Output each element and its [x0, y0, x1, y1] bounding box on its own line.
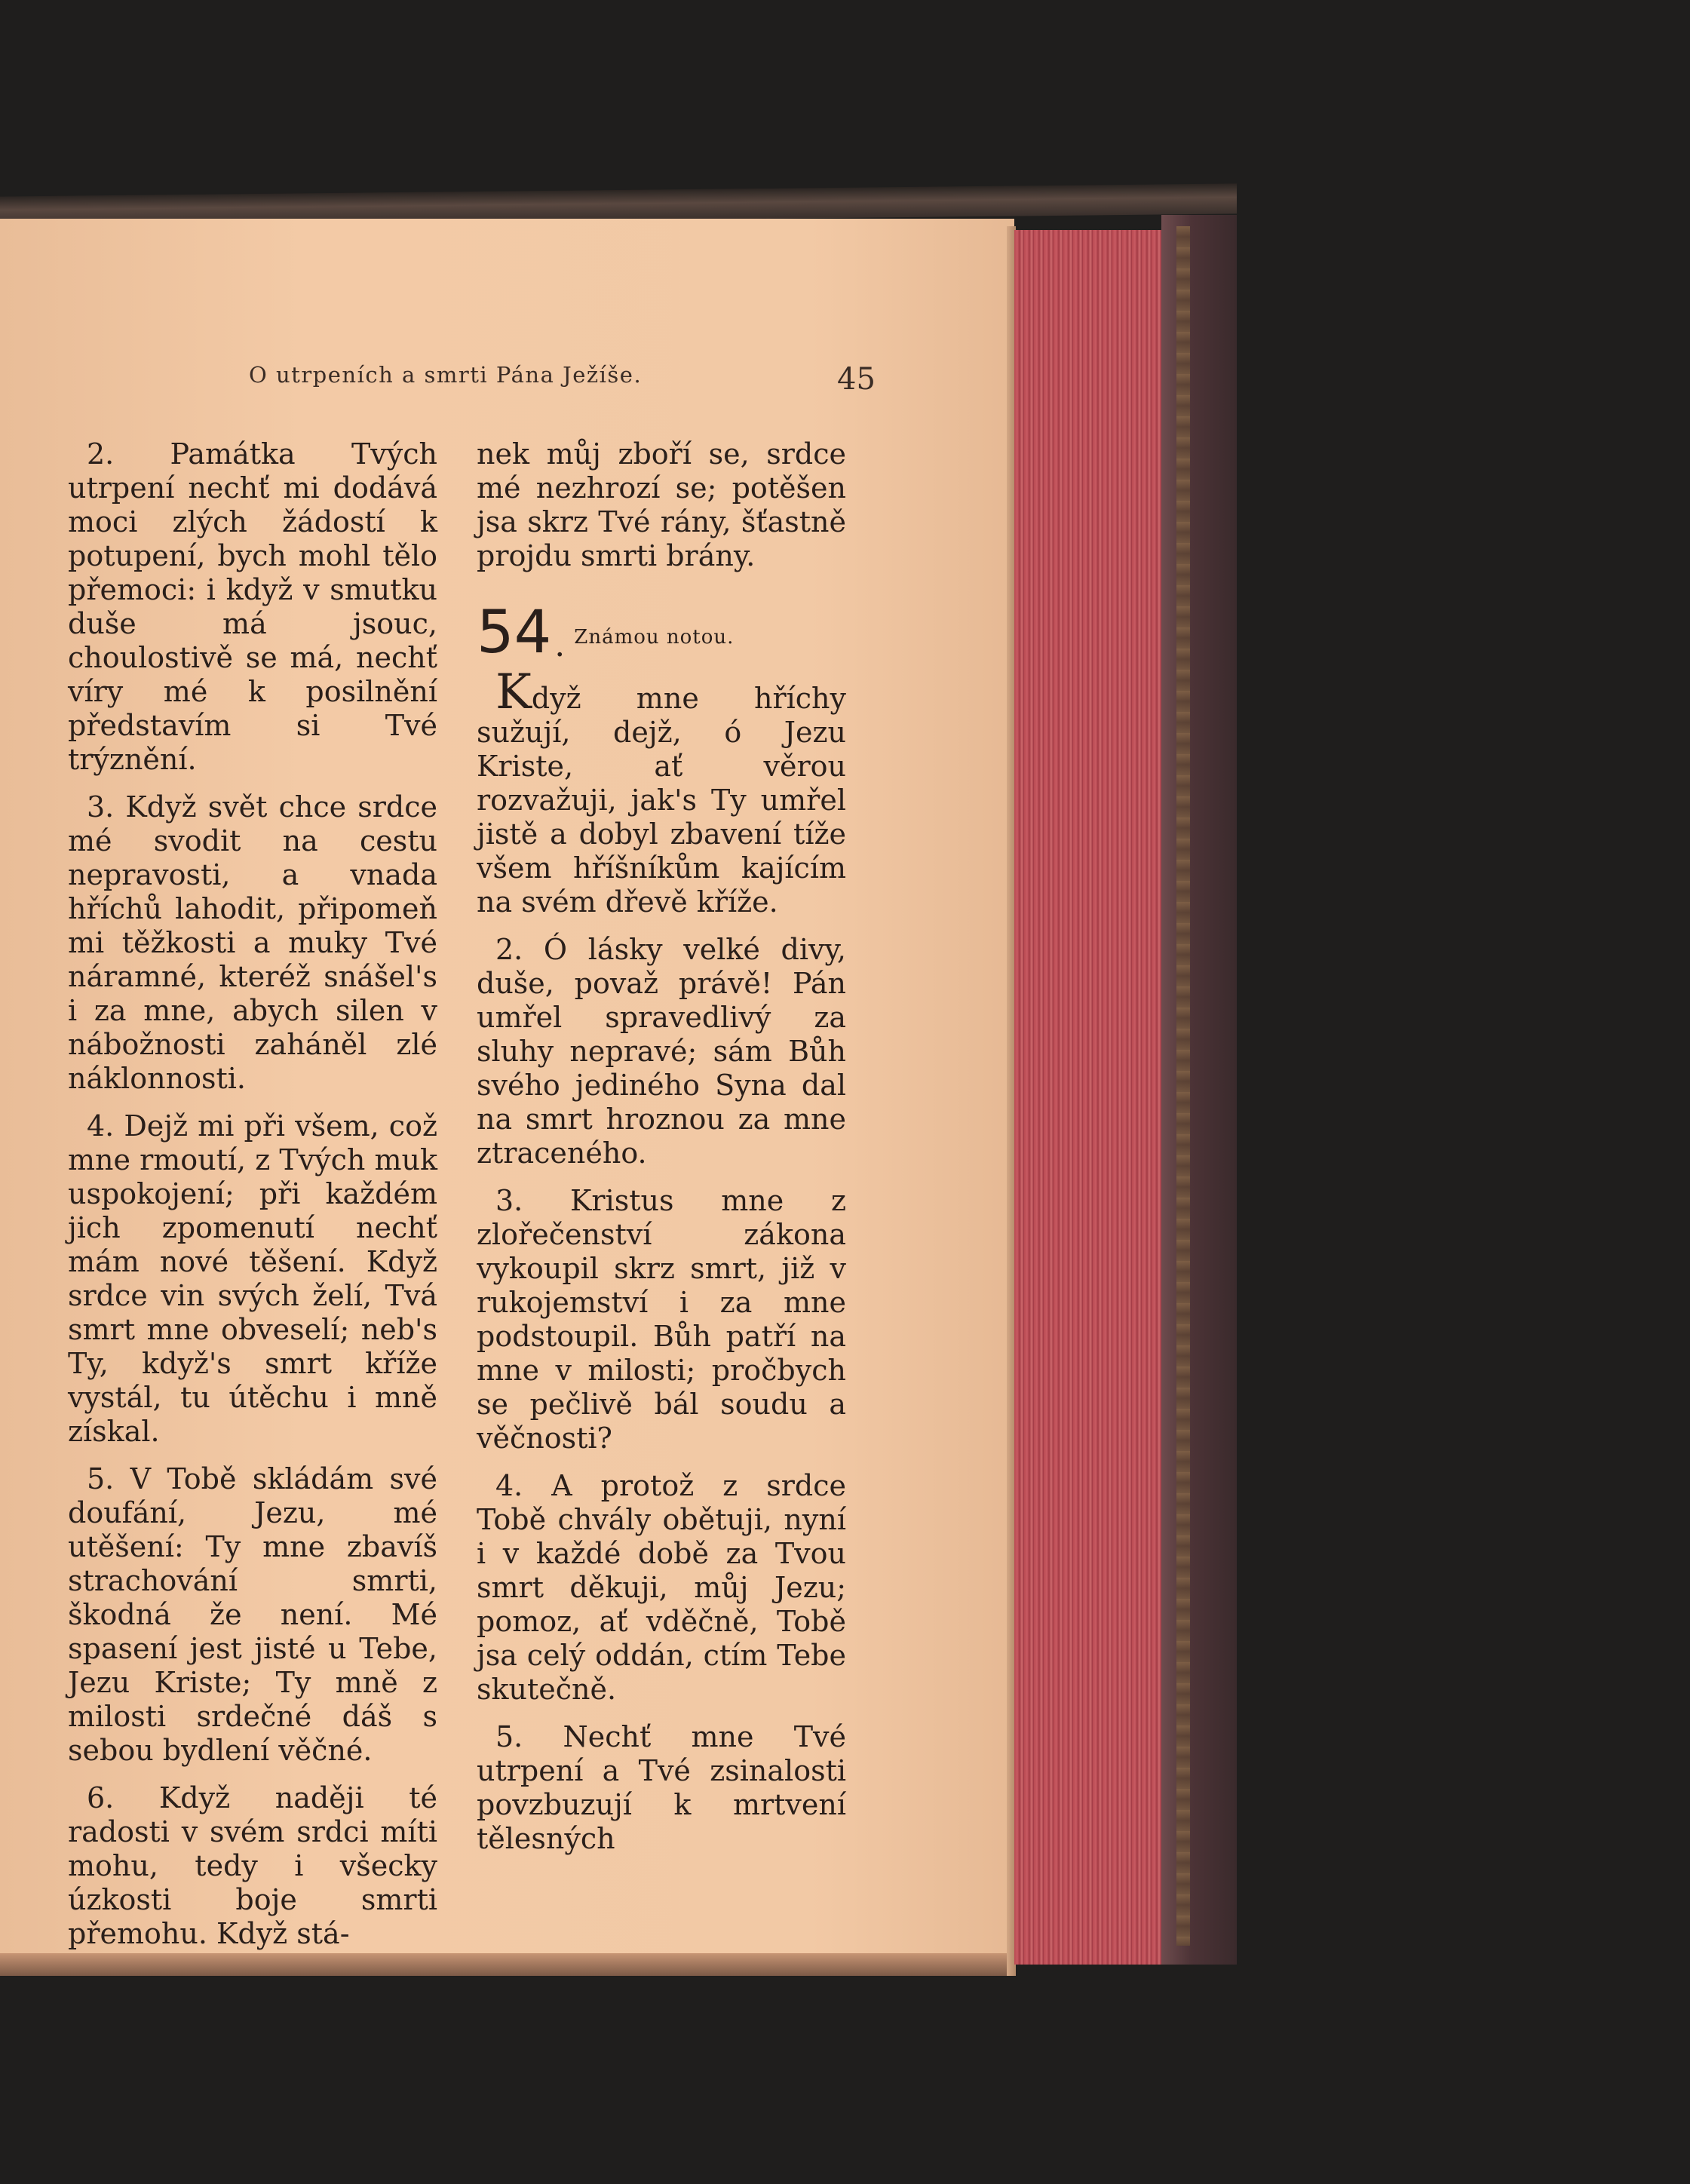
book-cover-edge	[1161, 215, 1237, 1965]
hymn-tune: Známou notou.	[574, 626, 735, 649]
page-stack-red-edge	[1014, 230, 1173, 1965]
drop-cap: K	[495, 664, 532, 720]
cover-gold-tooling	[1176, 226, 1190, 1946]
left-column	[68, 437, 437, 1965]
stanza-6: 6. Když naději té radosti v svém srdci míti mohu, tedy i všecky úzkosti boje smrti přemohu. Když stá-	[68, 1781, 437, 1950]
stanza-6-continuation: nek můj zboří se, srdce mé nezhrozí se; potěšen jsa skrz Tvé rány, šťastně projdu smrti brány.	[477, 437, 846, 572]
running-header: O utrpeních a smrti Pána Ježíše.	[249, 362, 643, 388]
page-number: 45	[837, 362, 876, 397]
stanza-5: 5. V Tobě skládám své doufání, Jezu, mé utěšení: Ty mne zbavíš strachování smrti, škodná že není. Mé spasení jest jisté u Tebe, Jezu Kriste; Ty mně z milosti srdečné dáš s sebou bydlení věčné.	[68, 1462, 437, 1767]
hymn-stanza-2: 2. Ó lásky velké divy, duše, považ právě! Pán umřel spravedlivý za sluhy nepravé; sám Bůh svého jediného Syna dal na smrt hroznou za mne ztraceného.	[477, 933, 846, 1170]
right-column	[477, 437, 846, 1870]
hymn-stanza-1-text: dyž mne hříchy sužují, dejž, ó Jezu Kriste, ať věrou rozvažuji, jak's Ty umřel jistě a dobyl zbavení tíže všem hříšníkům kajícím na svém dřevě kříže.	[477, 682, 846, 919]
hymn-stanza-4: 4. A protož z srdce Tobě chvály obětuji, nyní i v každé době za Tvou smrt děkuji, můj Jezu; pomoz, ať vděčně, Tobě jsa celý oddán, ctím Tebe skutečně.	[477, 1469, 846, 1706]
hymn-stanza-1	[477, 664, 846, 919]
stanza-4: 4. Dejž mi při všem, což mne rmoutí, z Tvých muk uspokojení; při každém jich zpomenutí nechť mám nové těšení. Když srdce vin svých želí, Tvá smrt mne obveselí; neb's Ty, když's smrt kříže vystál, tu útěchu i mně získal.	[68, 1109, 437, 1448]
hymn-number: 54	[477, 599, 552, 667]
hymn-stanza-3: 3. Kristus mne z zlořečenství zákona vykoupil skrz smrt, již v rukojemství i za mne podstoupil. Bůh patří na mne v milosti; pročbych se pečlivě bál soudu a věčnosti?	[477, 1184, 846, 1455]
hymn-number-dot: .	[554, 626, 566, 664]
hymn-heading	[477, 599, 846, 667]
stanza-2: 2. Památka Tvých utrpení nechť mi dodává moci zlých žádostí k potupení, bych mohl tělo přemoci: i když v smutku duše má jsouc, choulostivě se má, nechť víry mé k posilnění představím si Tvé trýznění.	[68, 437, 437, 776]
hymn-stanza-5: 5. Nechť mne Tvé utrpení a Tvé zsinalosti povzbuzují k mrtvení tělesných	[477, 1720, 846, 1855]
stanza-3: 3. Když svět chce srdce mé svodit na cestu nepravosti, a vnada hříchů lahodit, připomeň mi těžkosti a muky Tvé náramné, kteréž snášel's i za mne, abych silen v nábožnosti zaháněl zlé náklonnosti.	[68, 790, 437, 1095]
